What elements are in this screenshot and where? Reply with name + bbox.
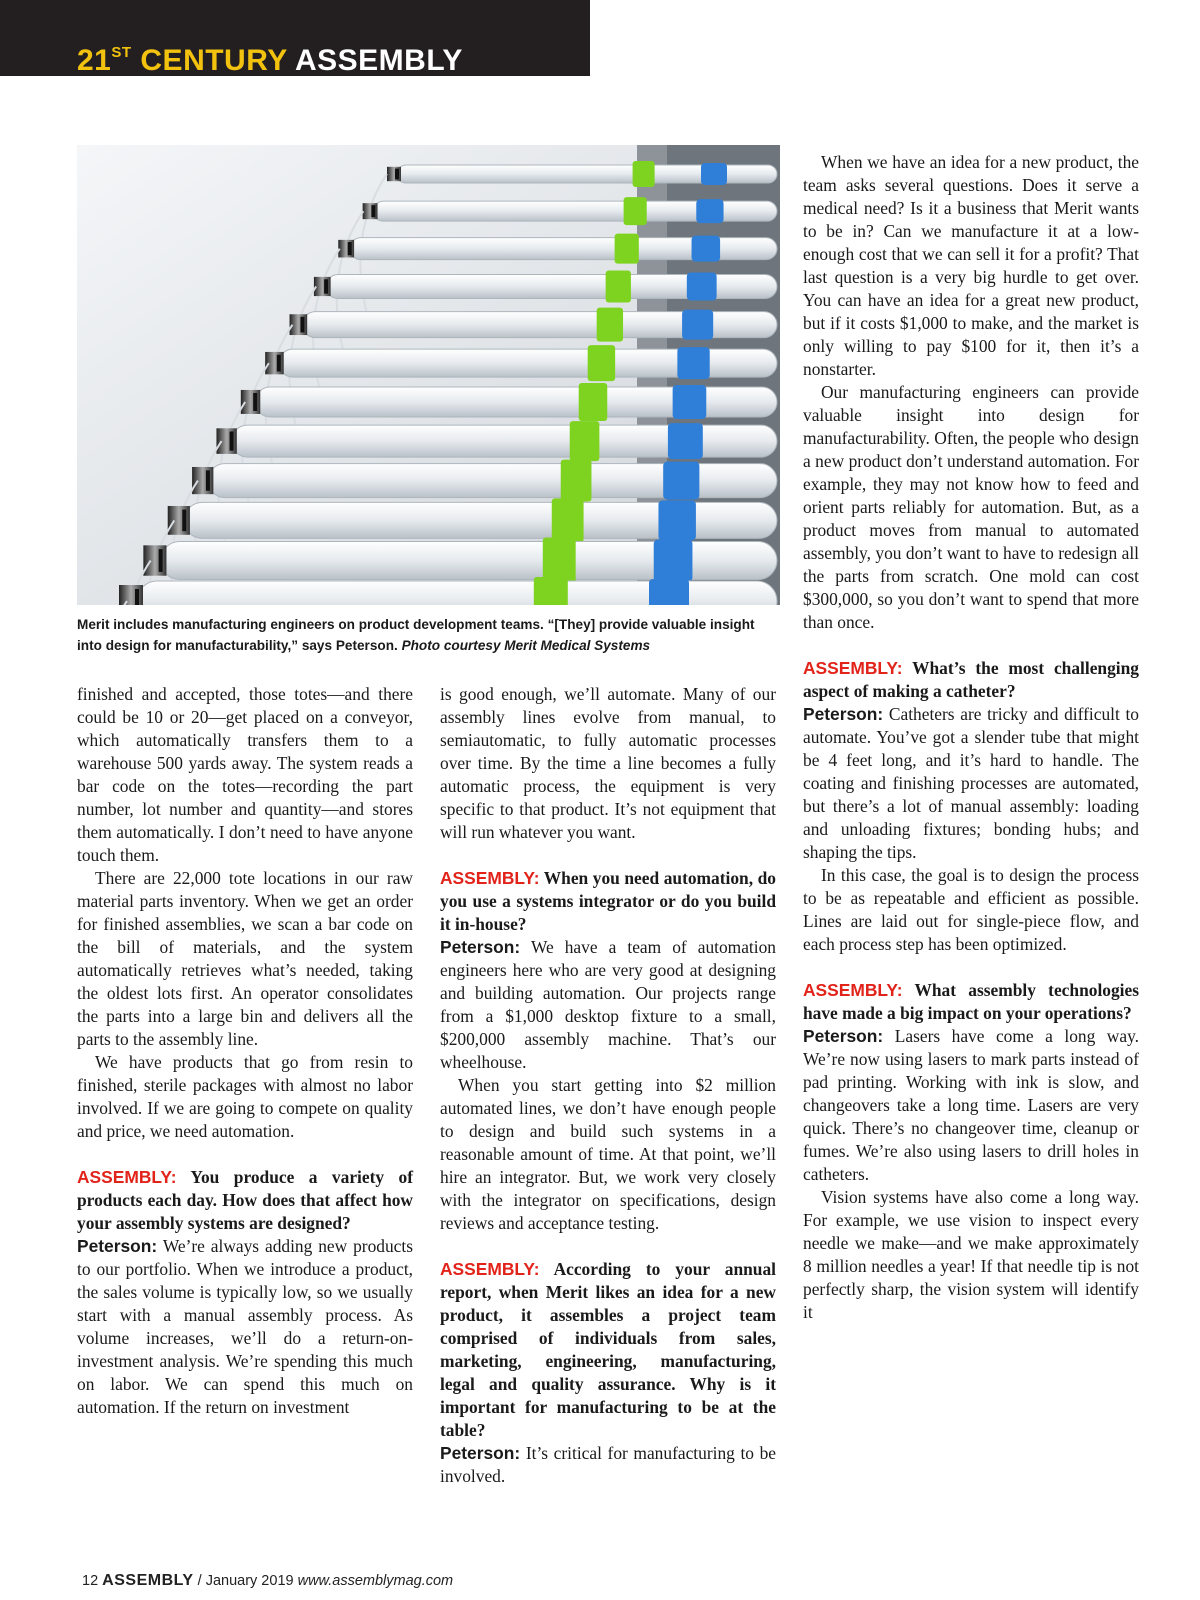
page-footer bbox=[82, 1572, 453, 1590]
interview-answer: Peterson: Lasers have come a long way. We’re now using lasers to mark parts instead of pad printing. Working with ink is slow, and changeovers take a long time. Lasers are very quick. There’s no changeover time, cleanup or fumes. We’re also using lasers to drill holes in catheters. bbox=[803, 1026, 1139, 1184]
syringe-photo-illustration bbox=[77, 145, 780, 605]
paragraph: We have products that go from resin to finished, sterile packages with almost no labor involved. If we are going to compete on quality and price, we need automation. bbox=[77, 1052, 413, 1141]
interview-question: ASSEMBLY: According to your annual report, when Merit likes an idea for a new product, it assembles a project team comprised of individuals from sales, marketing, engineering, manufacturing, legal and quality assurance. Why is it important for manufacturing to be at the table? bbox=[440, 1259, 776, 1440]
article-column-3 bbox=[803, 151, 1139, 1324]
photo-caption: Merit includes manufacturing engineers on product development teams. “[They] provide valuable insight into design for manufacturability,” says Peterson. Photo courtesy Merit Medical Systems bbox=[77, 617, 755, 653]
article-photo bbox=[77, 145, 780, 605]
paragraph: In this case, the goal is to design the process to be as repeatable and efficient as possible. Lines are laid out for single-piece flow, and each process step has been optimized. bbox=[803, 865, 1139, 954]
interview-answer: Peterson: We have a team of automation engineers here who are very good at designing and building automation. Our projects range from a $1,000 desktop fixture to a small, $200,000 assembly machine. That’s our wheelhouse. bbox=[440, 937, 776, 1072]
paragraph: Vision systems have also come a long way. For example, we use vision to inspect every needle we make—and we make approximately 8 million needles a year! If that needle tip is not perfectly sharp, the vision system will identify it bbox=[803, 1187, 1139, 1322]
issue-date: / January 2019 bbox=[197, 1573, 294, 1589]
section-title: 21ST CENTURY ASSEMBLY bbox=[77, 44, 463, 77]
paragraph: Our manufacturing engineers can provide valuable insight into design for manufacturability. Often, the people who design a new product don’t understand automation. For example, they may not know how to feed and orient parts reliably for automation. But, as a product moves from manual to automated assembly, you don’t want to have to redesign all the parts from scratch. One mold can cost $300,000, so you don’t want to spend that more than once. bbox=[803, 382, 1139, 632]
article-column-2 bbox=[440, 683, 776, 1488]
magazine-name: ASSEMBLY bbox=[102, 1572, 194, 1589]
photo-credit: Photo courtesy Merit Medical Systems bbox=[401, 638, 651, 653]
interview-question: ASSEMBLY: What’s the most challenging aspect of making a catheter? bbox=[803, 658, 1139, 701]
paragraph: When you start getting into $2 million automated lines, we don’t have enough people to design and build such systems in a reasonable amount of time. At that point, we’ll hire an integrator. But, we work very closely with the integrator on specifications, design reviews and acceptance testing. bbox=[440, 1075, 776, 1233]
interview-question: ASSEMBLY: When you need automation, do you use a systems integrator or do you build it in-house? bbox=[440, 868, 776, 934]
paragraph: finished and accepted, those totes—and there could be 10 or 20—get placed on a conveyor, which automatically transfers them to a warehouse 500 yards away. The system reads a bar code on the totes—recording the part number, lot number and quantity—and stores them automatically. I don’t need to have anyone touch them. bbox=[77, 684, 413, 865]
article-column-1 bbox=[77, 683, 413, 1419]
interview-answer: Peterson: We’re always adding new products to our portfolio. When we introduce a product, the sales volume is typically low, so we usually start with a manual assembly process. As volume increases, we’ll do a return-on-investment analysis. We’re spending this much on labor. We can spend this much on automation. If the return on investment bbox=[77, 1236, 413, 1417]
interview-answer: Peterson: It’s critical for manufacturing to be involved. bbox=[440, 1443, 776, 1486]
paragraph: is good enough, we’ll automate. Many of our assembly lines evolve from manual, to semiautomatic, to fully automatic processes over time. By the time a line becomes a fully automatic process, the equipment is very specific to that product. It’s not equipment that will run whatever you want. bbox=[440, 684, 776, 842]
page-number: 12 bbox=[82, 1573, 99, 1589]
interview-question: ASSEMBLY: You produce a variety of products each day. How does that affect how your assembly systems are designed? bbox=[77, 1167, 414, 1233]
magazine-url: www.assemblymag.com bbox=[297, 1573, 454, 1589]
paragraph: When we have an idea for a new product, the team asks several questions. Does it serve a medical need? Is it a business that Merit wants to be in? Can we manufacture it at a low-enough cost that we can sell it for a profit? That last question is a very big hurdle to get over. You can have an idea for a great new product, but if it costs $1,000 to make, and the market is only willing to pay $100 for it, then it’s a nonstarter. bbox=[803, 152, 1139, 379]
interview-answer: Peterson: Catheters are tricky and difficult to automate. You’ve got a slender tube that might be 4 feet long, and it’s hard to handle. The coating and finishing processes are automated, but there’s a lot of manual assembly: loading and unloading fixtures; bonding hubs; and shaping the tips. bbox=[803, 704, 1139, 862]
interview-question: ASSEMBLY: What assembly technologies have made a big impact on your operations? bbox=[803, 980, 1139, 1023]
syringe-row bbox=[100, 577, 777, 605]
paragraph: There are 22,000 tote locations in our raw material parts inventory. When we get an order for finished assemblies, we scan a bar code on the bill of materials, and the system automatically retrieves what’s needed, taking the oldest lots first. An operator consolidates the parts into a large bin and delivers all the parts to the assembly line. bbox=[77, 868, 413, 1049]
